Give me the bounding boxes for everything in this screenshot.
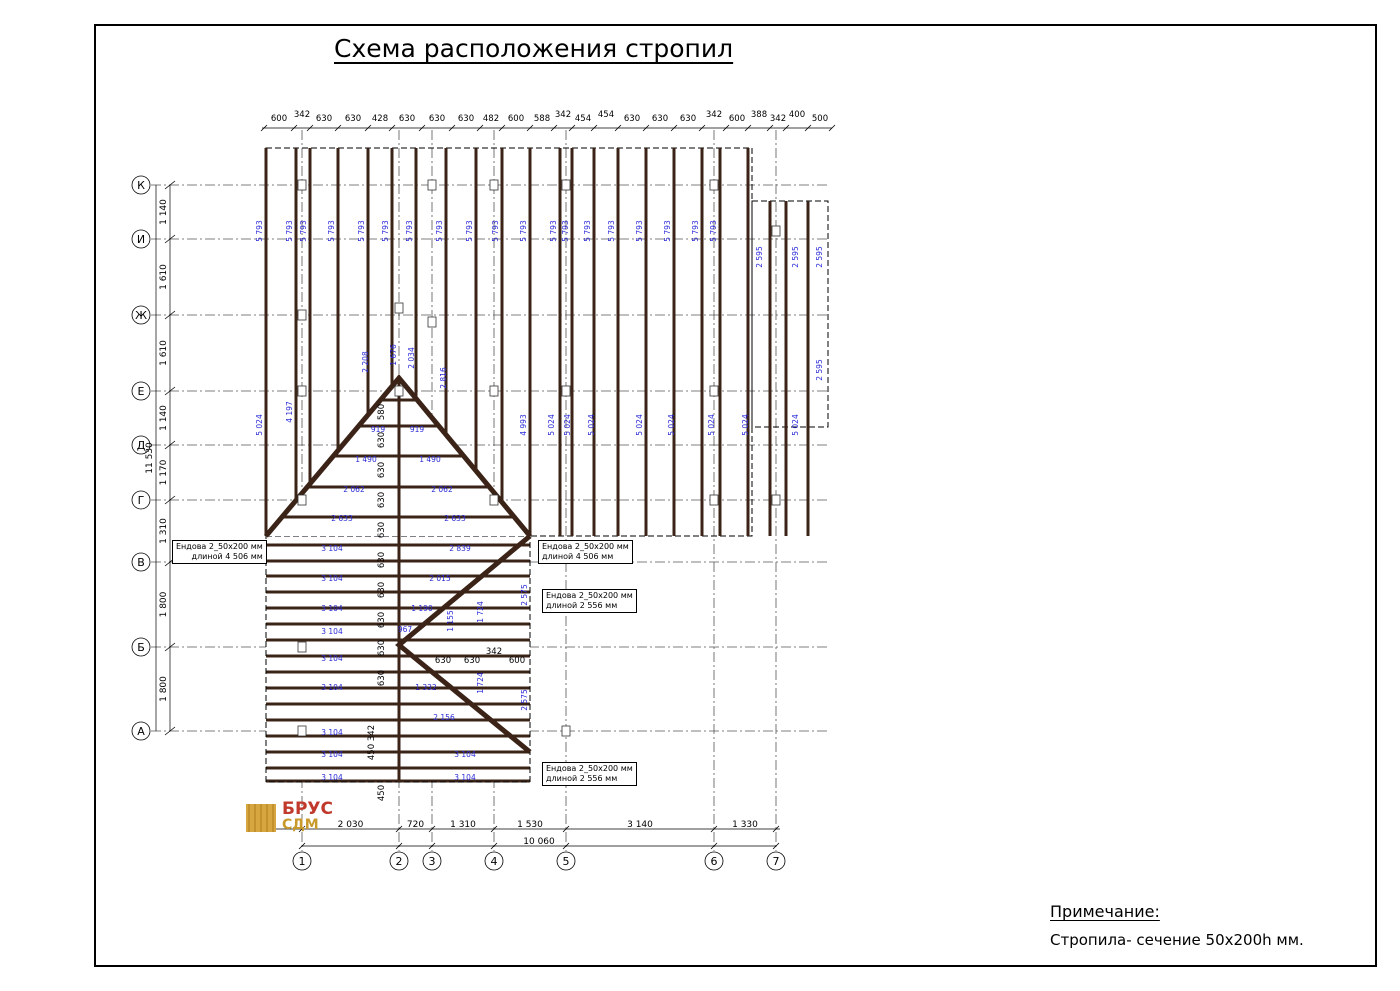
bottom-total-dimension: 10 060 (523, 837, 555, 847)
rafter-length-wing: 2 595 (815, 246, 824, 268)
rafter-length-middle: 5 024 (741, 414, 750, 436)
column-axis-label: 5 (562, 855, 570, 868)
post-marker (298, 386, 306, 396)
rafter-length-upper: 5 793 (327, 220, 336, 242)
post-marker (562, 180, 570, 190)
gable-rafter-length: 2 062 (343, 485, 365, 494)
gable-rafter-length: 919 (409, 425, 425, 434)
gable-rafter-length: 3 104 (321, 750, 343, 759)
small-gable-length: 1 724 (476, 672, 485, 694)
rafter-length-upper: 5 793 (519, 220, 528, 242)
post-marker (772, 495, 780, 505)
gable-rafter-length: 3 104 (321, 773, 343, 782)
valley-note-2 (538, 540, 633, 564)
top-dimension: 454 (574, 114, 592, 124)
rafter-length-upper: 5 793 (465, 220, 474, 242)
post-marker (428, 180, 436, 190)
top-dimension: 630 (315, 114, 333, 124)
top-dimension: 600 (507, 114, 525, 124)
small-gable-length: 2 575 (520, 584, 529, 606)
gable-vertical-dim: 630 (377, 611, 387, 629)
rafter-length-middle: 5 024 (547, 414, 556, 436)
logo-text-brus: БРУС (282, 799, 333, 819)
rafter-length-middle: 4 993 (519, 414, 528, 436)
top-dimension: 600 (270, 114, 288, 124)
row-axis-label: И (136, 233, 146, 246)
post-marker (772, 226, 780, 236)
rafter-length-middle: 4 197 (285, 401, 294, 423)
column-axis-label: 3 (428, 855, 436, 868)
gable-vertical-dim: 630 (377, 461, 387, 479)
left-dimension: 1 140 (159, 199, 169, 225)
post-marker (710, 495, 718, 505)
valley-note-1-line2: длиной 4 506 мм (191, 552, 263, 561)
row-axis-label: Г (137, 494, 145, 507)
column-axis-label: 2 (395, 855, 403, 868)
rafter-length-upper: 5 793 (285, 220, 294, 242)
top-dimension: 428 (371, 114, 389, 124)
post-marker (490, 386, 498, 396)
valley-note-2-line1: Ендова 2_50x200 мм (542, 542, 629, 551)
top-dimension: 342 (293, 110, 311, 120)
vertical-rafter (529, 148, 532, 536)
gable-vertical-dim: 342 (367, 724, 377, 742)
gable-rafter-length: 2 156 (433, 713, 455, 722)
left-dimension: 1 800 (159, 591, 169, 618)
rafter-length-middle: 5 024 (791, 414, 800, 436)
post-marker (298, 726, 306, 736)
valley-note-3-line2: длиной 2 556 мм (546, 601, 618, 610)
column-axis-label: 7 (772, 855, 780, 868)
top-dimension: 342 (705, 110, 723, 120)
top-dimension: 630 (428, 114, 446, 124)
gable-rafter-length: 3 104 (321, 604, 343, 613)
row-axis-label: Е (137, 385, 145, 398)
rafter-length-upper: 5 793 (691, 220, 700, 242)
wing-rafter (769, 201, 772, 536)
note-text: Стропила- сечение 50x200h мм. (1050, 931, 1304, 949)
gable-rafter-length: 2 062 (431, 485, 453, 494)
rafter-length-wing: 2 595 (815, 359, 824, 381)
vertical-rafter (593, 148, 596, 536)
top-dimension: 630 (457, 114, 475, 124)
small-gable-length: 1 155 (446, 610, 455, 632)
left-dimension: 1 610 (159, 340, 169, 366)
gable-rafter-length: 3 104 (321, 544, 343, 553)
gable-vertical-dim: 580 (377, 403, 387, 421)
rafter-length-upper: 5 793 (491, 220, 500, 242)
post-marker (298, 495, 306, 505)
gable-rafter-length: 3 104 (321, 574, 343, 583)
bottom-dimension: 3 140 (627, 820, 653, 830)
rafter-length-middle: 5 024 (563, 414, 572, 436)
rafter-length-middle: 5 024 (587, 414, 596, 436)
post-marker (490, 495, 498, 505)
post-marker (298, 180, 306, 190)
note-heading: Примечание: (1050, 902, 1160, 921)
vertical-rafter (571, 148, 574, 536)
gable-rafter-length: 1 190 (411, 604, 433, 613)
top-dimension: 630 (679, 114, 697, 124)
gable-vertical-dim: 450 (377, 784, 387, 802)
bottom-dimension: 720 (406, 820, 425, 830)
gable-vertical-dim: 630 (377, 551, 387, 569)
rafter-length-middle: 5 024 (667, 414, 676, 436)
post-marker (710, 180, 718, 190)
column-axis-label: 6 (710, 855, 718, 868)
vertical-rafter (617, 148, 620, 536)
rafter-length-wing: 2 595 (755, 246, 764, 268)
rafter-length-middle: 2 816 (439, 367, 448, 389)
rafter-length-upper: 5 793 (583, 220, 592, 242)
rafter-length-middle: 2 034 (407, 347, 416, 369)
top-dimension: 388 (750, 110, 768, 120)
gable-vertical-dim: 630 (377, 491, 387, 509)
gable-rafter-length: 1 490 (419, 455, 441, 464)
gable-rafter-length: 3 104 (321, 683, 343, 692)
gable-rafter-length: 2 015 (429, 574, 451, 583)
row-axis-label: А (137, 725, 145, 738)
valley-note-3 (542, 589, 637, 613)
post-marker (298, 642, 306, 652)
vertical-rafter (645, 148, 648, 536)
post-marker (562, 386, 570, 396)
wing-rafter (807, 201, 810, 536)
vertical-rafter (501, 148, 504, 536)
left-total-dimension: 11 530 (145, 442, 155, 474)
small-gable-dim: 600 (508, 656, 526, 666)
small-gable-dim: 342 (485, 647, 503, 657)
left-dimension: 1 310 (159, 518, 169, 544)
vertical-rafter (701, 148, 704, 536)
gable-rafter-length: 2 839 (449, 544, 471, 553)
wing-rafter (785, 201, 788, 536)
rafter-length-middle: 1 676 (389, 344, 398, 366)
wing-roof-outline (752, 201, 828, 427)
left-dimension: 1 140 (159, 405, 169, 431)
left-dimension: 1 170 (159, 459, 169, 486)
rafter-length-middle: 5 024 (255, 414, 264, 436)
gable-vertical-dim: 450 (367, 743, 377, 761)
gable-rafter-length: 2 633 (331, 514, 353, 523)
bottom-dimension: 2 030 (337, 820, 364, 830)
small-gable-dim: 630 (463, 656, 481, 666)
valley-note-1-line1: Ендова 2_50x200 мм (176, 542, 263, 551)
post-marker (490, 180, 498, 190)
left-dimension: 1 610 (159, 264, 169, 290)
rafter-length-upper: 5 793 (299, 220, 308, 242)
post-marker (298, 310, 306, 320)
rafter-length-upper: 5 793 (663, 220, 672, 242)
gable-rafter-length: 3 104 (454, 750, 476, 759)
gable-rafter-length: 1 332 (415, 683, 437, 692)
top-dimension: 482 (482, 114, 500, 124)
gable-rafter-length: 3 104 (321, 728, 343, 737)
gable-rafter-length: 3 104 (454, 773, 476, 782)
small-gable-dim: 630 (434, 656, 452, 666)
row-axis-label: Б (137, 641, 145, 654)
bottom-dimension: 1 530 (517, 820, 543, 830)
small-gable-length: 2 575 (520, 689, 529, 711)
rafter-length-middle: 5 024 (635, 414, 644, 436)
rafter-length-upper: 5 793 (709, 220, 718, 242)
vertical-rafter (295, 148, 298, 536)
vertical-rafter (309, 148, 312, 536)
vertical-rafter (265, 148, 268, 536)
vertical-rafter (747, 148, 750, 536)
post-marker (710, 386, 718, 396)
vertical-rafter (673, 148, 676, 536)
row-axis-label: В (137, 556, 145, 569)
valley-note-4-line2: длиной 2 556 мм (546, 774, 618, 783)
gable-vertical-dim: 630 (377, 431, 387, 449)
logo-text-sdm: СДМ (282, 817, 319, 833)
rafter-length-upper: 5 793 (435, 220, 444, 242)
valley-note-2-line2: длиной 4 506 мм (542, 552, 614, 561)
top-dimension: 630 (398, 114, 416, 124)
vertical-rafter (719, 148, 722, 536)
gable-rafter-length: 2 633 (444, 514, 466, 523)
top-dimension: 630 (651, 114, 669, 124)
column-axis-label: 1 (298, 855, 306, 868)
top-dimension: 342 (554, 110, 572, 120)
gable-vertical-dim: 630 (377, 581, 387, 599)
gable-rafter-length: 1 490 (355, 455, 377, 464)
gable-rafter-length: 919 (370, 425, 386, 434)
small-gable-length: 1 724 (476, 601, 485, 623)
gable-rafter-length: 3 104 (321, 654, 343, 663)
rafter-length-upper: 5 793 (381, 220, 390, 242)
valley-note-4 (542, 762, 637, 786)
post-marker (395, 386, 403, 396)
post-marker (428, 317, 436, 327)
rafter-length-upper: 5 793 (357, 220, 366, 242)
column-axis-label: 4 (490, 855, 498, 868)
left-dimension: 1 800 (159, 676, 169, 702)
top-dimension: 600 (728, 114, 746, 124)
valley-note-3-line1: Ендова 2_50x200 мм (546, 591, 633, 600)
top-dimension: 500 (811, 114, 829, 124)
bottom-dimension: 1 330 (732, 820, 758, 830)
top-dimension: 342 (769, 114, 787, 124)
gable-vertical-dim: 630 (377, 521, 387, 539)
post-marker (395, 303, 403, 313)
gable-rafter-length: 3 104 (321, 627, 343, 636)
rafter-length-wing: 2 595 (791, 246, 800, 268)
ridge-post (398, 378, 401, 782)
top-dimension: 630 (623, 114, 641, 124)
rafter-length-upper: 5 793 (607, 220, 616, 242)
rafter-length-upper: 5 793 (561, 220, 570, 242)
post-marker (562, 726, 570, 736)
gable-vertical-dim: 630 (377, 669, 387, 687)
rafter-length-upper: 5 793 (549, 220, 558, 242)
bottom-dimension: 1 310 (450, 820, 476, 830)
vertical-rafter (559, 148, 562, 536)
rafter-length-upper: 5 793 (405, 220, 414, 242)
valley-note-4-line1: Ендова 2_50x200 мм (546, 764, 633, 773)
top-dimension: 630 (344, 114, 362, 124)
valley-note-1 (172, 540, 267, 564)
gable-vertical-dim: 630 (377, 639, 387, 657)
drawing-title: Схема расположения стропил (334, 34, 734, 63)
rafter-length-middle: 2 208 (361, 351, 370, 373)
rafter-length-upper: 5 793 (635, 220, 644, 242)
row-axis-label: Ж (135, 309, 147, 322)
rafter-length-middle: 5 024 (707, 414, 716, 436)
row-axis-label: К (137, 179, 145, 192)
small-gable-length: 967 (397, 625, 413, 634)
row-axis-label: Д (136, 439, 146, 452)
top-dimension: 400 (788, 110, 806, 120)
rafter-length-upper: 5 793 (255, 220, 264, 242)
top-dimension: 454 (597, 110, 615, 120)
top-dimension: 588 (533, 114, 551, 124)
